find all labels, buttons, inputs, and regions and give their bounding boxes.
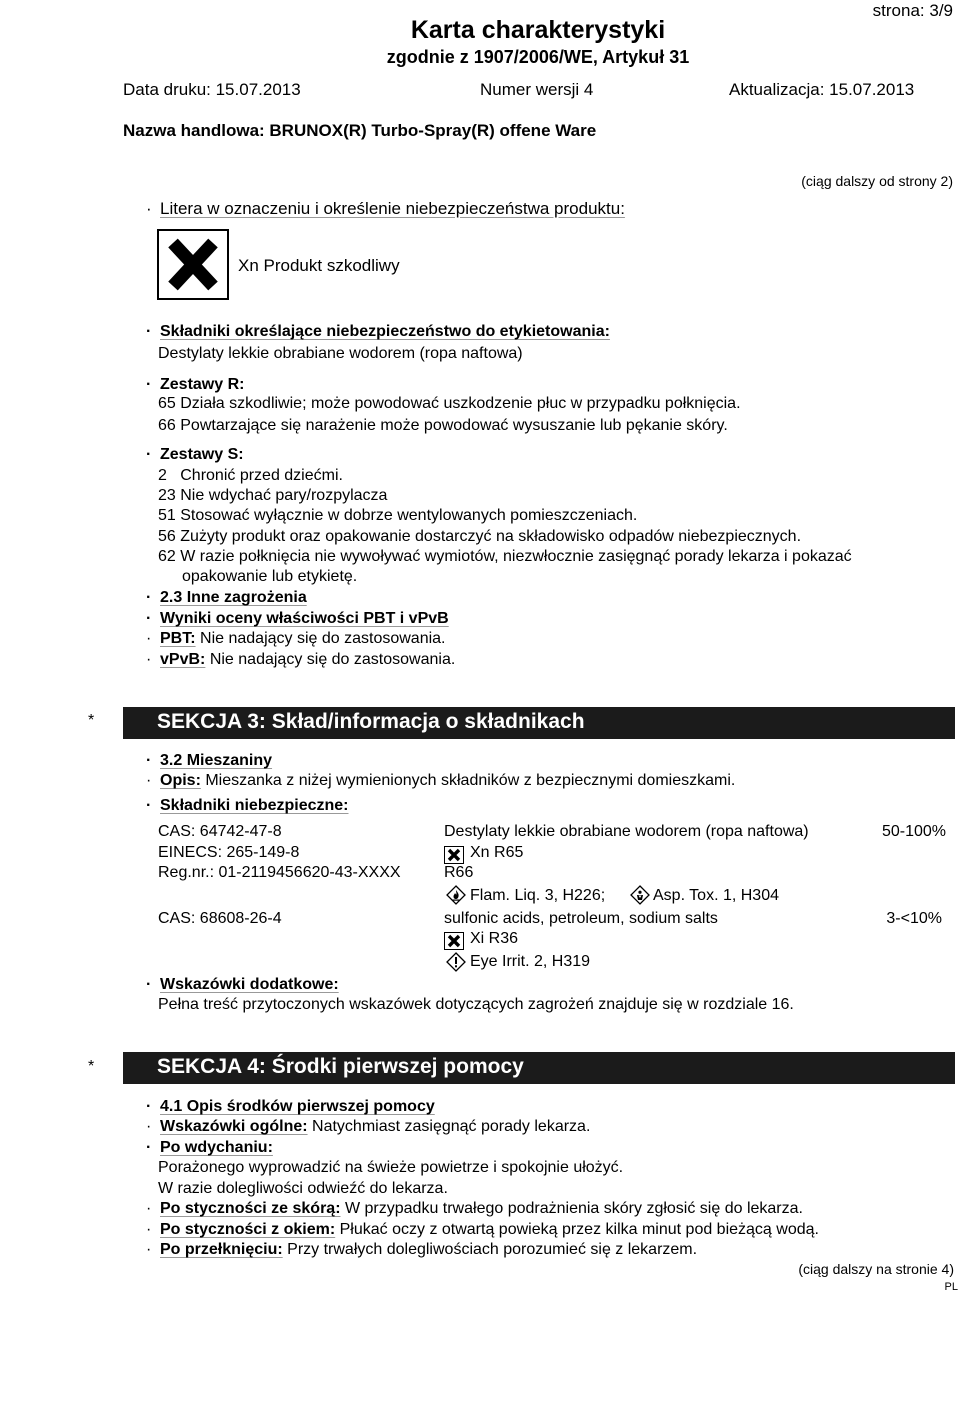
dangerous-components-label: Składniki niebezpieczne: xyxy=(160,797,349,814)
s-phrase-62: 62 W razie połknięcia nie wywoływać wymiotów, niezwłocznie zasięgnąć porady lekarza i pokazać xyxy=(158,548,852,565)
c1-percentage: 50-100% xyxy=(881,823,946,840)
section-3-title: SEKCJA 3: Skład/informacja o składnikach xyxy=(157,710,585,733)
eye-contact-row xyxy=(146,1221,819,1239)
c1-xn: Xn R65 xyxy=(470,844,524,861)
eye-contact-value: Płukać oczy z otwartą powieką przez kilka minut pod bieżącą wodą. xyxy=(339,1221,819,1238)
eye-contact-label: Po styczności z okiem: xyxy=(160,1221,336,1238)
c1-cas: CAS: 64742-47-8 xyxy=(158,823,282,840)
c2-cas: CAS: 68608-26-4 xyxy=(158,910,282,927)
bullet: · xyxy=(146,199,152,218)
components-value: Destylaty lekkie obrabiane wodorem (ropa naftowa) xyxy=(158,345,523,362)
pbt-row xyxy=(146,630,446,648)
flame-icon xyxy=(446,885,466,905)
inhalation-line-2: W razie dolegliwości odwieźć do lekarza. xyxy=(158,1180,448,1197)
r-phrases-label: Zestawy R: xyxy=(160,376,245,393)
pbt-results-label: Wyniki oceny właściwości PBT i vPvB xyxy=(160,610,449,627)
description-value: Mieszanka z niżej wymienionych składników z bezpiecznymi domieszkami. xyxy=(205,772,736,789)
health-hazard-icon xyxy=(630,885,650,905)
bullet: · xyxy=(146,1118,152,1135)
exclamation-icon xyxy=(446,952,466,972)
s-phrase-2: 2 Chronić przed dziećmi. xyxy=(158,467,343,484)
bullet: · xyxy=(146,1221,152,1238)
bullet: · xyxy=(146,1139,152,1156)
irritant-x-icon xyxy=(444,932,464,950)
c1-flam: Flam. Liq. 3, H226; xyxy=(470,887,606,904)
additional-info-row xyxy=(146,976,339,994)
print-date: Data druku: 15.07.2013 xyxy=(123,80,301,99)
bullet: · xyxy=(146,772,152,789)
pbt-results-row xyxy=(146,610,449,628)
description-row xyxy=(146,772,735,790)
c2-name: sulfonic acids, petroleum, sodium salts xyxy=(444,910,718,927)
symbol-text: Xn Produkt szkodliwy xyxy=(238,256,400,275)
hazard-letter-text: Litera w oznaczeniu i określenie niebezpieczeństwa produktu: xyxy=(160,199,625,218)
harmful-x-icon xyxy=(444,846,464,864)
r-phrase-66: 66 Powtarzające się narażenie może powodować wysuszanie lub pękanie skóry. xyxy=(158,417,728,434)
continued-to: (ciąg dalszy na stronie 4) xyxy=(798,1261,954,1277)
bullet: · xyxy=(146,589,152,606)
r-phrases-label-row xyxy=(146,376,244,394)
s-phrases-label-row xyxy=(146,446,244,464)
document-subtitle: zgodnie z 1907/2006/WE, Artykuł 31 xyxy=(386,47,690,67)
r-phrase-65: 65 Działa szkodliwie; może powodować uszkodzenie płuc w przypadku połknięcia. xyxy=(158,395,741,412)
s-phrases-label: Zestawy S: xyxy=(160,446,244,463)
s-phrase-62-cont: opakowanie lub etykietę. xyxy=(182,568,358,585)
dangerous-components-row xyxy=(146,797,349,815)
bullet: · xyxy=(146,323,152,340)
hazard-letter-label xyxy=(146,199,625,219)
document-title: Karta charakterystyki xyxy=(410,16,666,44)
continued-from: (ciąg dalszy od strony 2) xyxy=(801,173,953,189)
bullet: · xyxy=(146,797,152,814)
bullet: · xyxy=(146,376,152,393)
components-label: Składniki określające niebezpieczeństwo do etykietowania: xyxy=(160,323,610,340)
c1-asp: Asp. Tox. 1, H304 xyxy=(653,887,779,904)
swallowing-value: Przy trwałych dolegliwościach porozumieć się z lekarzem. xyxy=(287,1241,698,1258)
section-3-header xyxy=(123,707,955,739)
pbt-label: PBT: xyxy=(160,630,196,647)
vpvb-row xyxy=(146,651,455,669)
bullet: · xyxy=(146,752,152,769)
bullet: · xyxy=(146,610,152,627)
language-code: PL xyxy=(944,1281,958,1293)
additional-info-label: Wskazówki dodatkowe: xyxy=(160,976,339,993)
c2-xi: Xi R36 xyxy=(470,930,519,947)
skin-contact-row xyxy=(146,1200,803,1218)
bullet: · xyxy=(146,1200,152,1217)
first-aid-desc-row xyxy=(146,1098,435,1116)
other-hazards-row xyxy=(146,589,307,607)
swallowing-label: Po przełknięciu: xyxy=(160,1241,283,1258)
description-label: Opis: xyxy=(160,772,201,789)
c1-einecs: EINECS: 265-149-8 xyxy=(158,844,300,861)
bullet: · xyxy=(146,976,152,993)
mixtures-label: 3.2 Mieszaniny xyxy=(160,752,273,769)
pbt-value: Nie nadający się do zastosowania. xyxy=(200,630,446,647)
bullet: · xyxy=(146,630,152,647)
update-date: Aktualizacja: 15.07.2013 xyxy=(729,80,915,99)
c1-reg: Reg.nr.: 01-2119456620-43-XXXX xyxy=(158,864,401,881)
harmful-x-icon xyxy=(157,229,229,300)
additional-info-value: Pełna treść przytoczonych wskazówek dotyczących zagrożeń znajduje się w rozdziale 16. xyxy=(158,996,794,1013)
skin-contact-value: W przypadku trwałego podrażnienia skóry zgłosić się do lekarza. xyxy=(344,1200,803,1217)
other-hazards-label: 2.3 Inne zagrożenia xyxy=(160,589,307,606)
bullet: · xyxy=(146,651,152,668)
section-4-header xyxy=(123,1052,955,1084)
s-phrase-23: 23 Nie wdychać pary/rozpylacza xyxy=(158,487,388,504)
c2-eye: Eye Irrit. 2, H319 xyxy=(470,953,591,970)
vpvb-label: vPvB: xyxy=(160,651,206,668)
inhalation-row xyxy=(146,1139,273,1157)
bullet: · xyxy=(146,446,152,463)
c1-name: Destylaty lekkie obrabiane wodorem (ropa naftowa) xyxy=(444,823,809,840)
c2-percentage: 3-<10% xyxy=(886,910,942,927)
c1-r66: R66 xyxy=(444,864,474,881)
change-marker: * xyxy=(88,1058,95,1075)
inhalation-label: Po wdychaniu: xyxy=(160,1139,273,1156)
swallowing-row xyxy=(146,1241,697,1259)
first-aid-desc-label: 4.1 Opis środków pierwszej pomocy xyxy=(160,1098,435,1115)
trade-name: Nazwa handlowa: BRUNOX(R) Turbo-Spray(R) offene Ware xyxy=(123,121,597,140)
inhalation-line-1: Porażonego wyprowadzić na świeże powietrze i spokojnie ułożyć. xyxy=(158,1159,624,1176)
bullet: · xyxy=(146,1241,152,1258)
mixtures-row xyxy=(146,752,272,770)
change-marker: * xyxy=(88,712,95,729)
version-number: Numer wersji 4 xyxy=(480,80,594,99)
components-label-row xyxy=(146,323,610,341)
vpvb-value: Nie nadający się do zastosowania. xyxy=(209,651,456,668)
s-phrase-56: 56 Zużyty produkt oraz opakowanie dostarczyć na składowisko odpadów niebezpiecznych. xyxy=(158,528,802,545)
section-4-title: SEKCJA 4: Środki pierwszej pomocy xyxy=(157,1055,524,1078)
bullet: · xyxy=(146,1098,152,1115)
page-number: strona: 3/9 xyxy=(872,1,953,20)
general-advice-value: Natychmiast zasięgnąć porady lekarza. xyxy=(312,1118,591,1135)
s-phrase-51: 51 Stosować wyłącznie w dobrze wentylowanych pomieszczeniach. xyxy=(158,507,638,524)
skin-contact-label: Po styczności ze skórą: xyxy=(160,1200,341,1217)
general-advice-label: Wskazówki ogólne: xyxy=(160,1118,308,1135)
general-advice-row xyxy=(146,1118,590,1136)
